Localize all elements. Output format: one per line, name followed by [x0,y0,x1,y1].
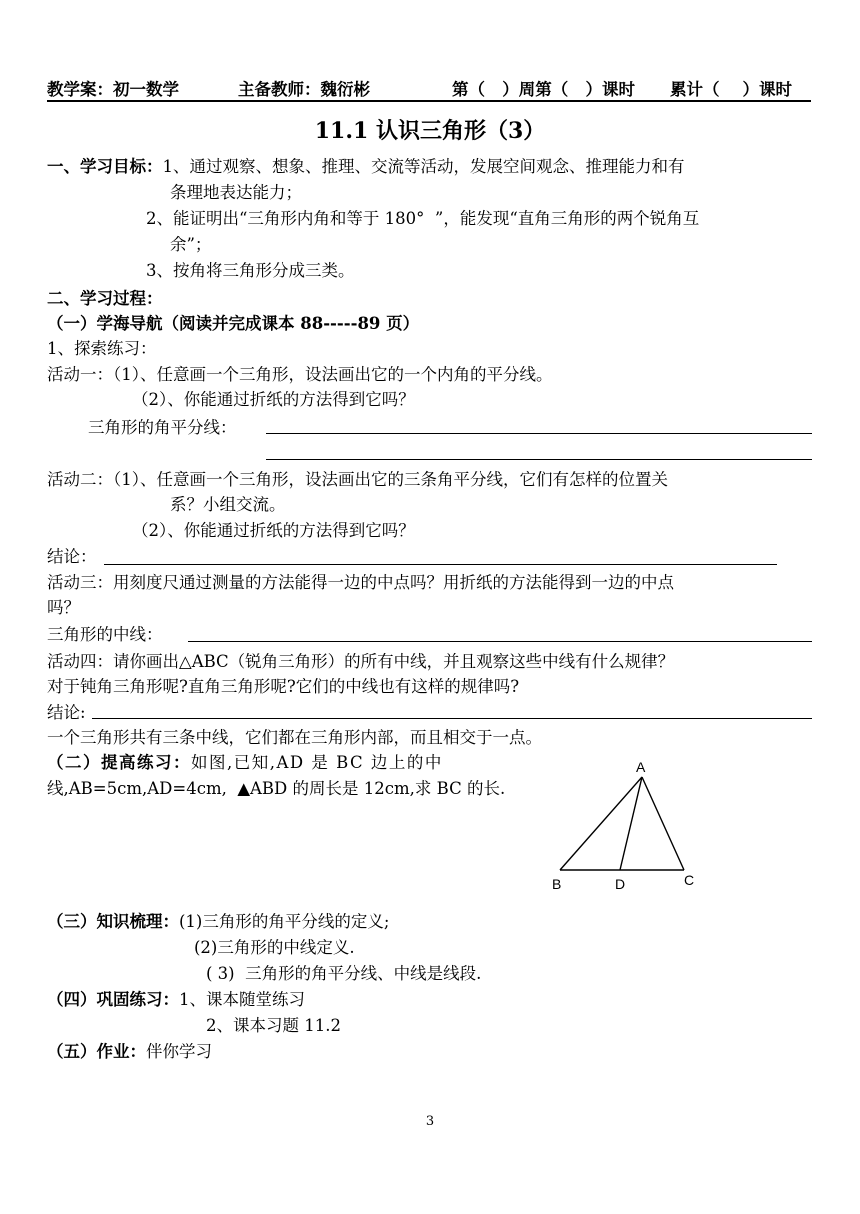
conclusion-label: 结论： [47,547,97,566]
median-ad [620,777,642,870]
activity4-a: 活动四：请你画出△ABC（锐角三角形）的所有中线，并且观察这些中线有什么规律？ [47,652,675,671]
label-b: B [552,876,562,892]
label-c: C [684,872,695,888]
process-label: 二、学习过程： [47,289,163,308]
bisector-label: 三角形的角平分线： [88,418,237,437]
activity1-part1: 活动一：（1）、任意画一个三角形，设法画出它的一个内角的平分线。 [47,365,553,384]
answer-line [266,433,812,434]
objectives-line1 [47,156,685,178]
answer-line [92,718,812,719]
page-number: 3 [425,1114,435,1129]
section4-item2: 2、课本习题 11.2 [206,1016,341,1035]
activity3-b: 吗？ [47,598,80,617]
answer-line [266,459,812,460]
objective-1a: 1、通过观察、想象、推理、交流等活动，发展空间观念、推理能力和有 [162,157,685,176]
activity2-part2: （2）、你能通过折纸的方法得到它吗？ [132,521,415,540]
header-teacher: 主备教师：魏衍彬 [238,80,370,99]
section4-label: （四）巩固练习： [47,990,179,1009]
answer-line [104,564,777,565]
section1-heading: （一）学海导航（阅读并完成课本 88-----89 页） [47,314,420,333]
activity1-part2: （2）、你能通过折纸的方法得到它吗？ [132,390,415,409]
activity4-b: 对于钝角三角形呢?直角三角形呢?它们的中线也有这样的规律吗? [47,677,520,696]
header-week: 第（ ）周第（ ）课时 [452,80,635,99]
header-course: 教学案：初一数学 [47,80,179,99]
section3-item2: (2)三角形的中线定义. [194,938,355,957]
median-label: 三角形的中线： [47,625,163,644]
section2-text-a: 如图,已知,AD 是 BC 边上的中 [191,753,443,772]
answer-line [188,641,812,642]
label-d: D [615,876,626,892]
triangle-figure [540,755,720,900]
conclusion-label: 结论: [47,703,86,722]
objective-3: 3、按角将三角形分成三类。 [146,261,355,280]
page-title: 11.1 认识三角形（3） [314,118,546,144]
section2-line1 [47,752,443,774]
section3-line1 [47,911,389,933]
side-ab [560,777,642,870]
objective-1b: 条理地表达能力； [170,183,302,202]
section2-label: （二）提高练习： [47,753,191,772]
objectives-label: 一、学习目标： [47,157,163,176]
objective-2b: 余”； [170,235,212,254]
section3-label: （三）知识梳理： [47,912,179,931]
explore-label: 1、探索练习： [47,339,157,358]
page-header [47,74,811,102]
section5-text: 伴你学习 [146,1042,212,1061]
activity2-part1a: 活动二：（1）、任意画一个三角形，设法画出它的三条角平分线，它们有怎样的位置关 [47,470,668,489]
section4-item1: 1、课本随堂练习 [179,990,305,1009]
section5-label: （五）作业： [47,1042,146,1061]
median-fact: 一个三角形共有三条中线，它们都在三角形内部，而且相交于一点。 [47,728,542,747]
section3-item3: ( 3) 三角形的角平分线、中线是线段. [206,964,482,983]
side-ac [642,777,684,870]
activity3-a: 活动三：用刻度尺通过测量的方法能得一边的中点吗？用折纸的方法能得到一边的中点 [47,573,674,592]
section5-line [47,1041,212,1063]
label-a: A [636,759,646,775]
objective-2a: 2、能证明出“三角形内角和等于 180° ”，能发现“直角三角形的两个锐角互 [146,209,700,228]
section3-item1: (1)三角形的角平分线的定义; [179,912,390,931]
header-total: 累计（ ）课时 [670,80,792,99]
activity2-part1b: 系？小组交流。 [170,495,286,514]
section4-line1 [47,989,305,1011]
section2-text-b: 线,AB=5cm,AD=4cm, ▲ABD 的周长是 12cm,求 BC 的长. [47,779,506,798]
